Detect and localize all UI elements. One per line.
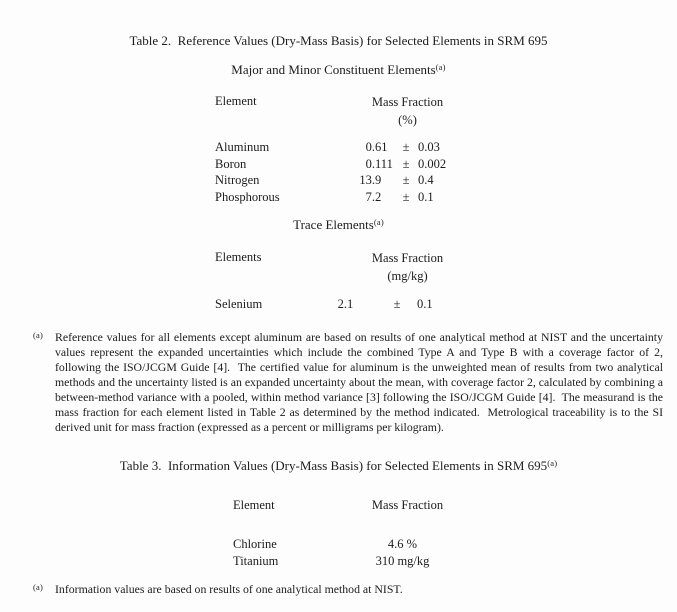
plus-minus-sign: ± [402, 173, 410, 187]
footnote-marker: (a) [33, 330, 44, 340]
trace-header-element: Elements [215, 250, 262, 264]
table3-rows [233, 536, 460, 569]
element-value: 0.111 [365, 156, 393, 171]
element-name: Selenium [215, 297, 263, 311]
element-value: 13.9 [359, 173, 382, 187]
element-name: Chlorine [233, 537, 277, 551]
element-name: Phosphorous [215, 189, 280, 204]
table2-subtitle-major-minor [0, 62, 677, 79]
footnote-marker-superscript: (a) [435, 61, 446, 72]
subtitle-text: Trace Elements [293, 217, 374, 232]
plus-minus-sign: ± [402, 156, 410, 171]
table3-footnote-text: Information values are based on results of one analytical method at NIST. [55, 582, 403, 596]
element-value: 2.1 [337, 297, 354, 311]
table2-trace-rows [215, 296, 451, 313]
element-uncertainty: 0.03 [418, 140, 440, 154]
plus-minus-sign: ± [393, 297, 401, 311]
table2-header-mass-fraction [345, 93, 470, 129]
plus-minus-sign: ± [402, 140, 410, 154]
element-name: Titanium [233, 553, 279, 568]
element-value: 310 mg/kg [375, 553, 430, 568]
element-uncertainty: 0.1 [417, 297, 433, 311]
table2-subtitle-trace [0, 217, 677, 234]
element-name: Aluminum [215, 140, 270, 154]
subtitle-text: Major and Minor Constituent Elements [231, 62, 436, 77]
mass-fraction-label: Mass Fraction [371, 251, 444, 265]
footnote-marker: (a) [33, 582, 44, 592]
element-value: 7.2 [365, 189, 382, 204]
element-uncertainty: 0.4 [418, 173, 434, 187]
table2-title: Table 2. Reference Values (Dry-Mass Basis) for Selected Elements in SRM 695 [129, 33, 548, 48]
mass-fraction-label: Mass Fraction [371, 95, 444, 109]
table2-major-minor-rows [215, 139, 460, 205]
element-name: Boron [215, 156, 247, 171]
title-text: Table 3. Information Values (Dry-Mass Basis) for Selected Elements in SRM 695 [119, 458, 548, 473]
table3-header-element: Element [233, 498, 275, 512]
element-uncertainty: 0.1 [418, 189, 434, 204]
plus-minus-sign: ± [402, 189, 410, 204]
element-name: Nitrogen [215, 173, 260, 187]
mass-fraction-unit: (%) [398, 113, 417, 127]
element-uncertainty: 0.002 [418, 156, 447, 171]
table2-footnote-text: Reference values for all elements except aluminum are based on results of one analytical method at NIST and the uncertainty values represent the expanded uncertainties which include the combined Type A and Type B with a coverage factor of 2, following the ISO/JCGM Guide [4]. The certified value for aluminum is the unweighted mean of results from two analytical methods and the uncertainty listed is an expanded uncertainty about the mean, with coverage factor 2, calculated by combining a between-method variance with a pooled, within method variance [3] following the ISO/JCGM Guide [4]. The measurand is the mass fraction for each element listed in Table 2 as determined by the method indicated. Metrological traceability is to the SI derived unit for mass fraction (expressed as a percent or milligrams per kilogram). [55, 330, 666, 434]
table2-header-element: Element [215, 94, 257, 108]
footnote-marker-superscript: (a) [373, 216, 384, 227]
footnote-marker-superscript: (a) [547, 457, 558, 468]
trace-header-mass-fraction [345, 249, 470, 285]
element-value: 0.61 [365, 140, 388, 154]
element-value: 4.6 % [387, 537, 418, 551]
mass-fraction-unit: (mg/kg) [387, 269, 428, 283]
table3-header-mass-fraction: Mass Fraction [371, 498, 444, 512]
table3-title [0, 458, 677, 475]
